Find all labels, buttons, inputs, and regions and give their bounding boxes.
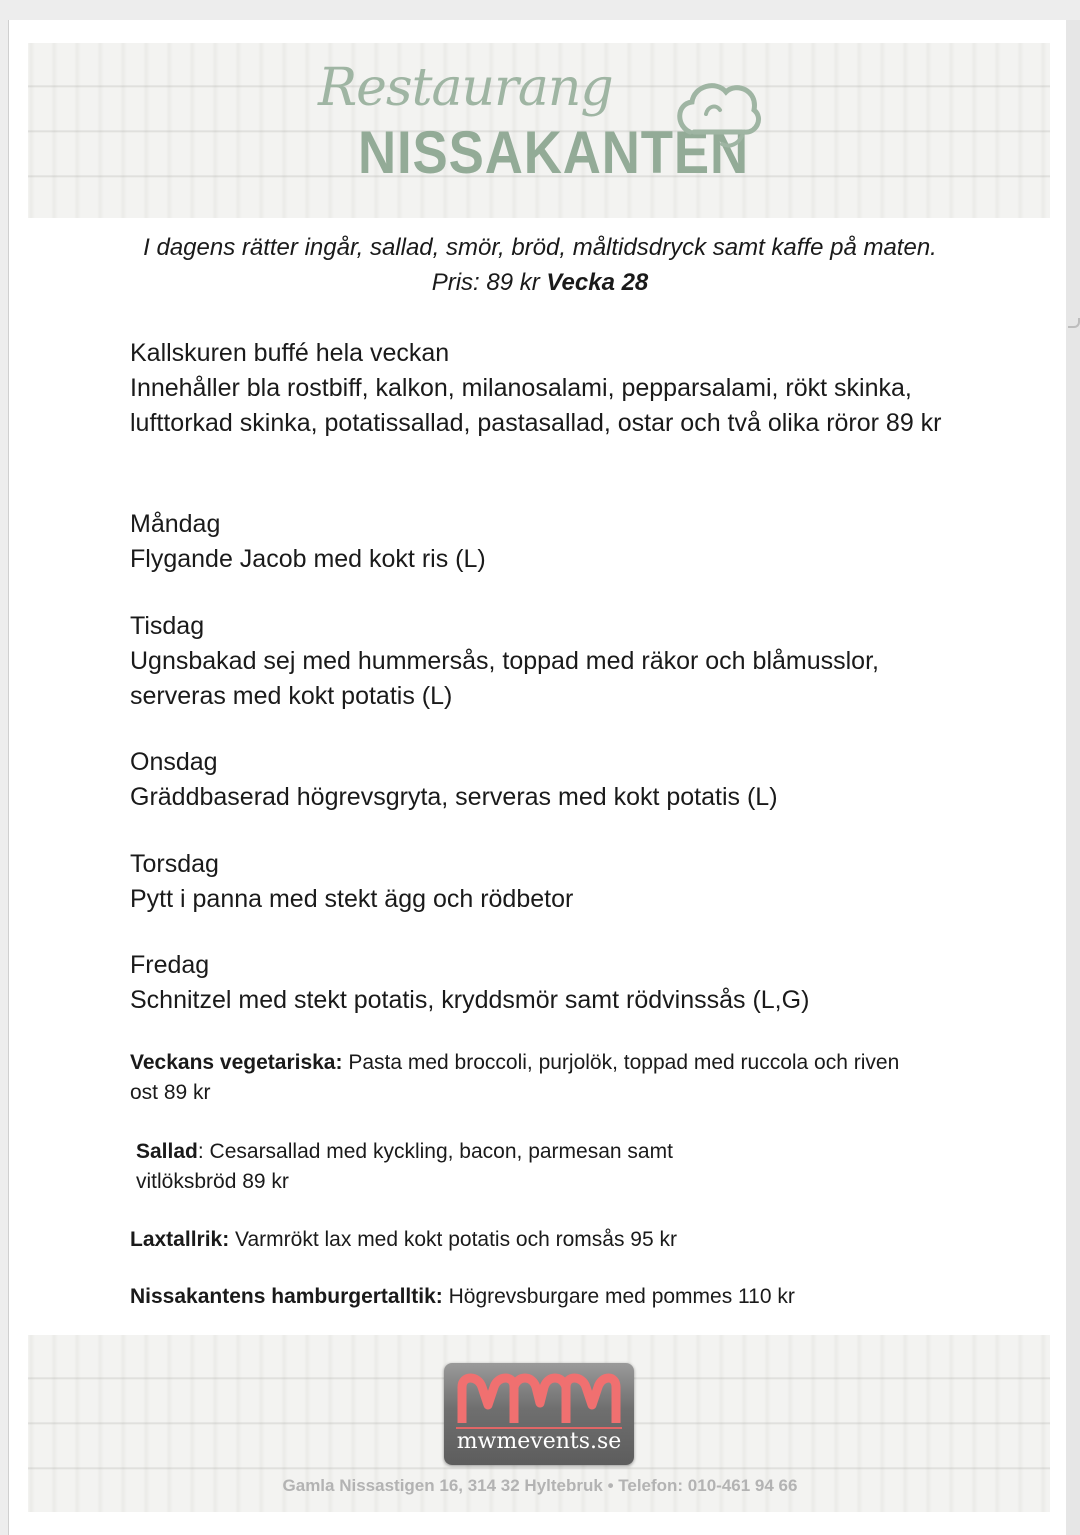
menu-item-tuesday: [130, 608, 950, 714]
menu-item-desc: Ugnsbakad sej med hummersås, toppad med räkor och blåmusslor, serveras med kokt potatis (L): [130, 647, 879, 710]
extra-salmon: [130, 1225, 920, 1255]
scrollbar-track[interactable]: [1066, 20, 1080, 1535]
menu-item-monday: [130, 506, 950, 577]
top-strip: [0, 0, 1080, 20]
logo-main-text: NISSAKANTEN: [358, 119, 750, 186]
extra-text: Högrevsburgare med pommes 110 kr: [442, 1285, 795, 1308]
menu-item-wednesday: [130, 744, 950, 815]
extra-text: Varmrökt lax med kokt potatis och romsås 95 kr: [229, 1228, 677, 1251]
menu-item-title: Måndag: [130, 510, 221, 538]
menu-item-friday: [130, 947, 950, 1018]
mwm-events-text: mwmevents.se: [456, 1429, 622, 1454]
extra-label: Sallad: [136, 1140, 198, 1163]
footer-address: Gamla Nissastigen 16, 314 32 Hyltebruk • Telefon: 010-461 94 66: [282, 1476, 798, 1495]
extra-burger: [130, 1282, 920, 1312]
week-number: Vecka 28: [546, 269, 649, 296]
intro-text: [120, 230, 960, 300]
chef-hat-icon: [672, 74, 764, 156]
mwm-letters-icon: [456, 1369, 622, 1427]
extra-vegetarian: [130, 1048, 920, 1108]
menu-item-desc: Gräddbaserad högrevsgryta, serveras med kokt potatis (L): [130, 783, 778, 811]
extra-label: Veckans vegetariska:: [130, 1051, 343, 1074]
menu-item-desc: Innehåller bla rostbiff, kalkon, milanosalami, pepparsalami, rökt skinka, lufttorkad skinka, potatissallad, pastasallad, ostar och två olika röror 89 kr: [130, 374, 942, 437]
extra-label: Laxtallrik:: [130, 1228, 230, 1251]
menu-item-desc: Flygande Jacob med kokt ris (L): [130, 545, 486, 573]
menu-item-title: Kallskuren buffé hela veckan: [130, 339, 450, 367]
menu-item-thursday: [130, 846, 950, 917]
intro-description: I dagens rätter ingår, sallad, smör, bröd, måltidsdryck samt kaffe på maten. Pris: 89 kr: [143, 234, 937, 296]
extra-text: Pasta med broccoli, purjolök, toppad med ruccola och riven ost 89 kr: [130, 1051, 900, 1104]
menu-item-desc: Pytt i panna med stekt ägg och rödbetor: [130, 885, 574, 913]
mwm-events-logo: [444, 1363, 634, 1465]
extra-label: Nissakantens hamburgertalltik:: [130, 1285, 443, 1308]
logo-script-text: Restaurang: [318, 58, 613, 118]
menu-item-title: Torsdag: [130, 850, 219, 878]
menu-item-title: Onsdag: [130, 748, 218, 776]
extra-salad: [136, 1137, 716, 1197]
menu-item-title: Tisdag: [130, 612, 205, 640]
menu-item-desc: Schnitzel med stekt potatis, kryddsmör samt rödvinssås (L,G): [130, 986, 810, 1014]
menu-item-title: Fredag: [130, 951, 210, 979]
extra-text: : Cesarsallad med kyckling, bacon, parmesan samt vitlöksbröd 89 kr: [136, 1140, 673, 1193]
menu-item-buffet: [130, 335, 950, 441]
